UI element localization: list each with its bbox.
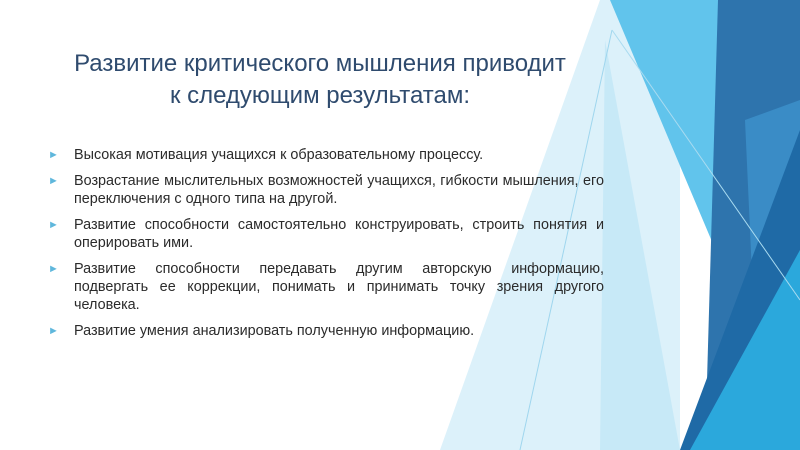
bullet-arrow-icon: ►: [48, 175, 59, 187]
bullet-item: [48, 146, 604, 164]
bullet-arrow-icon: ►: [48, 325, 59, 337]
bullet-text: Развитие способности самостоятельно конструировать, строить понятия и оперировать ими.: [74, 217, 604, 251]
bullet-text: Высокая мотивация учащихся к образовательному процессу.: [74, 147, 484, 163]
bullet-text: Возрастание мыслительных возможностей учащихся, гибкости мышления, его переключения с одного типа на другой.: [74, 173, 604, 207]
bullet-item: [48, 216, 604, 252]
bullet-arrow-icon: ►: [48, 219, 59, 231]
bullet-arrow-icon: ►: [48, 149, 59, 161]
bullet-text: Развитие способности передавать другим авторскую информацию, подвергать ее коррекции, понимать и принимать точку зрения другого человека.: [74, 261, 604, 313]
bullet-item: [48, 322, 604, 340]
bullet-arrow-icon: ►: [48, 263, 59, 275]
bullet-text: Развитие умения анализировать полученную информацию.: [74, 323, 475, 339]
bullet-item: [48, 172, 604, 208]
bullet-list: [48, 146, 604, 348]
slide-title: [40, 48, 600, 112]
title-line-2: к следующим результатам:: [169, 82, 471, 109]
bullet-item: [48, 260, 604, 314]
title-line-1: Развитие критического мышления приводит: [74, 50, 566, 77]
